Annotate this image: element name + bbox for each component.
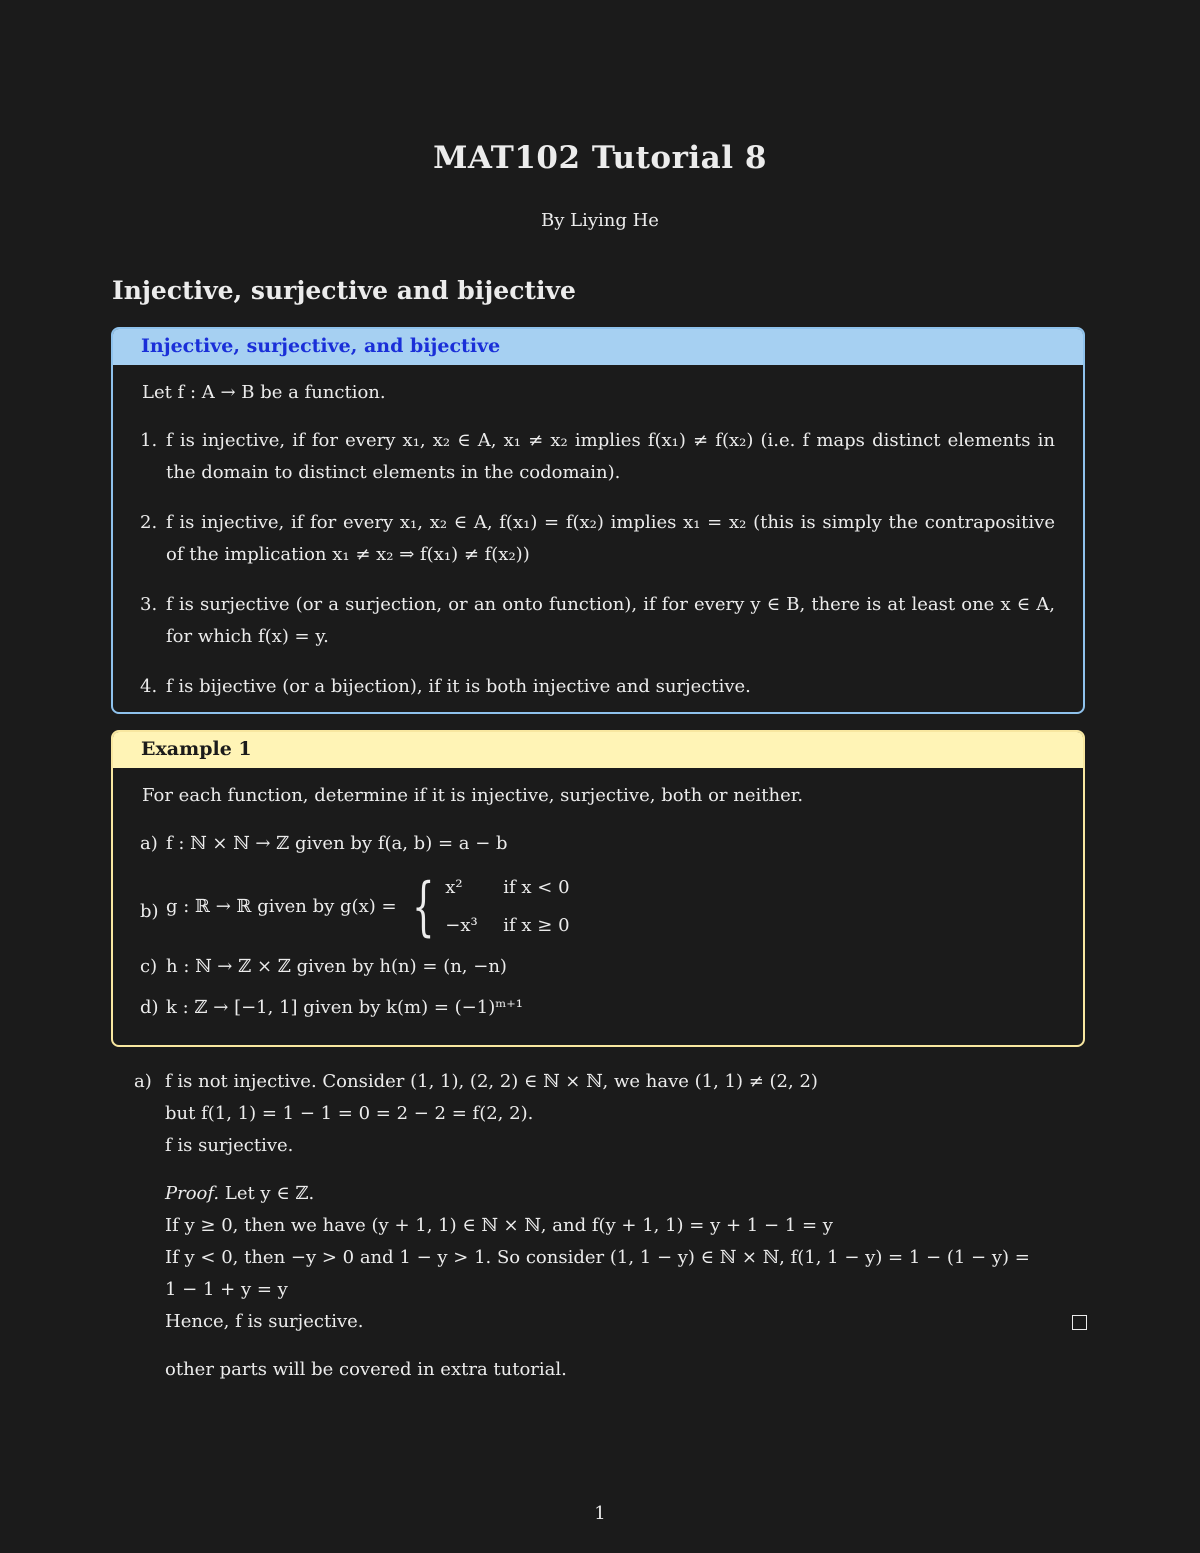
piecewise-definition bbox=[397, 869, 570, 945]
definition-item bbox=[142, 507, 1055, 571]
item-text: f is surjective (or a surjection, or an onto function), if for every y ∈ B, there is at least one x ∈ A, for which f(x) = y. bbox=[166, 594, 1055, 647]
item-text: k : ℤ → [−1, 1] given by k(m) = (−1)ᵐ⁺¹ bbox=[166, 997, 523, 1018]
proof-line: Hence, f is surjective. bbox=[165, 1311, 364, 1332]
example-item bbox=[142, 992, 1055, 1024]
item-number: 2. bbox=[140, 512, 158, 533]
example-box bbox=[111, 730, 1085, 1047]
definition-box bbox=[111, 327, 1085, 714]
left-brace: { bbox=[411, 870, 435, 944]
item-number: 4. bbox=[140, 676, 158, 697]
solution-block bbox=[134, 1066, 1089, 1386]
item-label: a) bbox=[140, 833, 158, 854]
document-title: MAT102 Tutorial 8 bbox=[433, 140, 767, 176]
item-number: 3. bbox=[140, 594, 158, 615]
definition-intro: Let f : A → B be a function. bbox=[142, 382, 386, 403]
proof-block bbox=[165, 1178, 1089, 1338]
definition-item bbox=[142, 589, 1055, 653]
extra-note: other parts will be covered in extra tutorial. bbox=[165, 1359, 567, 1380]
example-item bbox=[142, 828, 1055, 860]
example-box-heading: Example 1 bbox=[113, 732, 1083, 768]
example-item bbox=[142, 869, 1055, 945]
item-text: f is injective, if for every x₁, x₂ ∈ A, x₁ ≠ x₂ implies f(x₁) ≠ f(x₂) (i.e. f maps distinct elements in the domain to distinct elements in the codomain). bbox=[166, 430, 1055, 483]
section-heading: Injective, surjective and bijective bbox=[112, 276, 576, 305]
page-number: 1 bbox=[594, 1503, 606, 1524]
item-label: d) bbox=[140, 997, 159, 1018]
qed-square-icon bbox=[1072, 1315, 1087, 1330]
item-text: f : ℕ × ℕ → ℤ given by f(a, b) = a − b bbox=[166, 833, 508, 854]
proof-line: 1 − 1 + y = y bbox=[165, 1279, 288, 1300]
definition-item bbox=[142, 425, 1055, 489]
proof-line: If y ≥ 0, then we have (y + 1, 1) ∈ ℕ × ℕ, and f(y + 1, 1) = y + 1 − 1 = y bbox=[165, 1215, 833, 1236]
case-expression: −x³ bbox=[445, 915, 478, 936]
definition-box-heading: Injective, surjective, and bijective bbox=[113, 329, 1083, 365]
solution-line: but f(1, 1) = 1 − 1 = 0 = 2 − 2 = f(2, 2). bbox=[165, 1103, 534, 1124]
proof-line: Let y ∈ ℤ. bbox=[224, 1183, 315, 1204]
proof-label: Proof. bbox=[165, 1183, 220, 1204]
solution-line: f is not injective. Consider (1, 1), (2, 2) ∈ ℕ × ℕ, we have (1, 1) ≠ (2, 2) bbox=[165, 1071, 818, 1092]
proof-line: If y < 0, then −y > 0 and 1 − y > 1. So consider (1, 1 − y) ∈ ℕ × ℕ, f(1, 1 − y) = 1 − (1 − y) = bbox=[165, 1247, 1030, 1268]
item-text: f is bijective (or a bijection), if it is both injective and surjective. bbox=[166, 676, 751, 697]
solution-label: a) bbox=[134, 1071, 152, 1092]
example-intro: For each function, determine if it is injective, surjective, both or neither. bbox=[142, 785, 804, 806]
item-text: g : ℝ → ℝ given by g(x) = bbox=[166, 896, 397, 917]
item-label: c) bbox=[140, 956, 158, 977]
example-item bbox=[142, 951, 1055, 983]
case-condition: if x ≥ 0 bbox=[503, 915, 570, 936]
case-expression: x² bbox=[445, 877, 463, 898]
item-label: b) bbox=[140, 901, 159, 922]
item-number: 1. bbox=[140, 430, 158, 451]
case-condition: if x < 0 bbox=[503, 877, 570, 898]
item-text: f is injective, if for every x₁, x₂ ∈ A, f(x₁) = f(x₂) implies x₁ = x₂ (this is simply the contrapositive of the implication x₁ ≠ x₂ ⇒ f(x₁) ≠ f(x₂)) bbox=[166, 512, 1055, 565]
definition-item bbox=[142, 671, 1055, 703]
solution-line: f is surjective. bbox=[165, 1135, 294, 1156]
item-text: h : ℕ → ℤ × ℤ given by h(n) = (n, −n) bbox=[166, 956, 507, 977]
author-line: By Liying He bbox=[541, 210, 659, 231]
